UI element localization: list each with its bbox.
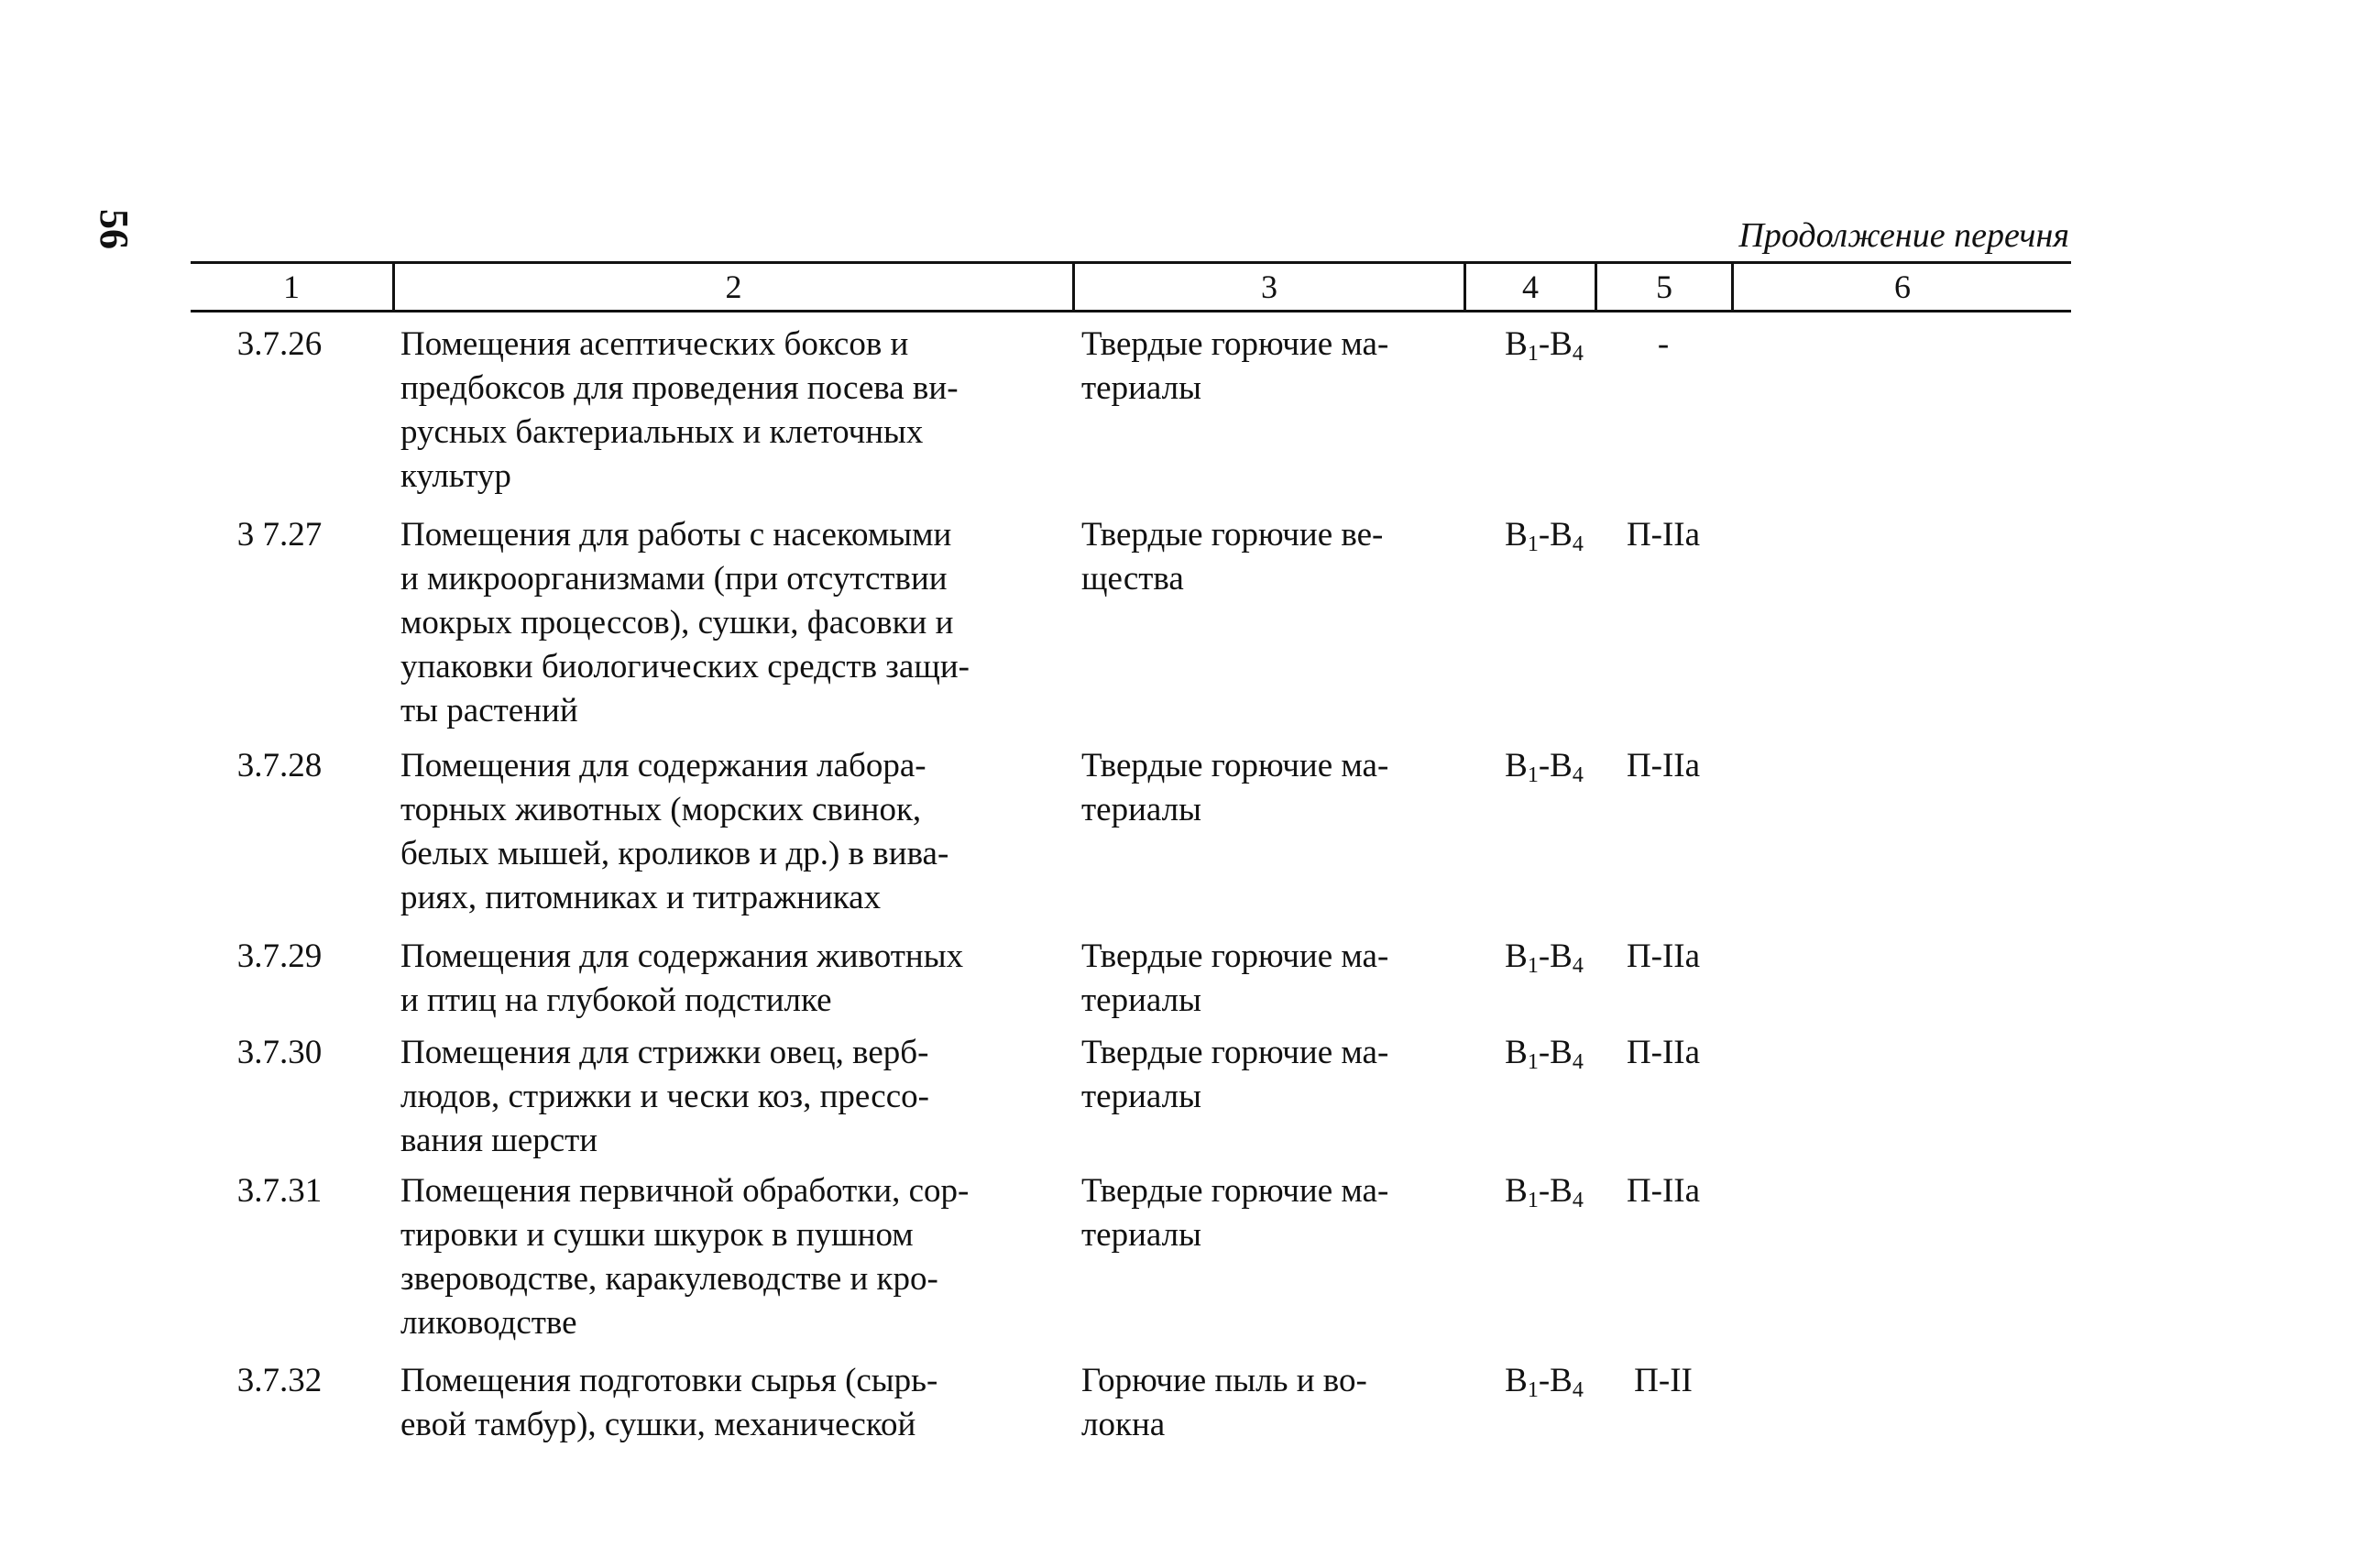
category-letter: В [1505,1362,1528,1399]
material-line: Твердые горючие ма- [1081,747,1389,784]
description-line: евой тамбур), сушки, механической [400,1406,916,1443]
zone-class: П-IIа [1626,938,1701,975]
row-number: 3.7.32 [236,1362,323,1399]
category-letter: В [1505,516,1528,554]
description-line: и микроорганизмами (при отсутствии [400,560,948,598]
header-bottom-rule [191,310,2071,313]
description-line: Помещения для содержания лабора- [400,747,926,784]
column-number-2: 2 [725,269,742,305]
zone-class: - [1657,325,1670,363]
column-number-5: 5 [1656,269,1672,305]
category-subscript: 1 [1527,1378,1539,1402]
row-number: 3.7.28 [236,747,323,784]
description-line: Помещения подготовки сырья (сырь- [400,1362,938,1399]
room-description [400,1359,1065,1447]
zone-class: П-IIа [1626,516,1701,554]
fire-category [1466,744,1622,797]
category-letter: -В [1538,1172,1573,1210]
category-letter: В [1505,747,1528,784]
column-number-6: 6 [1894,269,1911,305]
description-line: Помещения асептических боксов и [400,325,909,363]
category-letter: -В [1538,938,1573,975]
material-description [1081,744,1448,832]
description-line: людов, стрижки и чески коз, прессо- [400,1078,929,1115]
description-line: ты растений [400,692,578,729]
description-line: Помещения для стрижки овец, верб- [400,1034,929,1071]
zone-class: П-IIа [1626,747,1701,784]
description-line: упаковки биологических средств защи- [400,648,970,685]
column-number-3: 3 [1261,269,1277,305]
category-letter: В [1505,1034,1528,1071]
fire-category [1466,935,1622,988]
material-line: териалы [1081,791,1201,828]
material-line: Твердые горючие ма- [1081,938,1389,975]
description-line: русных бактериальных и клеточных [400,413,924,451]
description-line: Помещения для содержания животных [400,938,964,975]
category-subscript: 1 [1527,342,1539,366]
row-number: 3.7.26 [236,325,323,363]
zone-class: П-II [1634,1362,1693,1399]
category-subscript: 4 [1572,342,1584,366]
category-letter: -В [1538,325,1573,363]
category-subscript: 4 [1572,1189,1584,1212]
row-number: 3.7.29 [236,938,323,975]
category-subscript: 1 [1527,1189,1539,1212]
category-letter: -В [1538,516,1573,554]
fire-category [1466,513,1622,566]
category-subscript: 1 [1527,532,1539,556]
description-line: культур [400,457,511,495]
category-subscript: 1 [1527,1050,1539,1074]
room-description [400,1169,1065,1345]
material-description [1081,935,1448,1023]
description-line: лиководстве [400,1304,577,1342]
material-line: Твердые горючие ма- [1081,1172,1389,1210]
category-letter: В [1505,325,1528,363]
category-subscript: 4 [1572,763,1584,787]
description-line: тировки и сушки шкурок в пушном [400,1216,914,1254]
category-subscript: 4 [1572,1378,1584,1402]
description-line: мокрых процессов), сушки, фасовки и [400,604,954,641]
column-number-4: 4 [1522,269,1539,305]
row-number: 3.7.30 [236,1034,323,1071]
description-line: белых мышей, кроликов и др.) в вива- [400,835,949,872]
room-description [400,1031,1065,1163]
fire-category [1466,1031,1622,1084]
row-number: 3 7.27 [236,516,323,554]
fire-category [1466,323,1622,376]
category-subscript: 4 [1572,954,1584,978]
material-line: локна [1081,1406,1166,1443]
material-line: териалы [1081,981,1201,1019]
zone-class: П-IIа [1626,1034,1701,1071]
category-letter: -В [1538,747,1573,784]
material-description [1081,323,1448,411]
material-line: щества [1081,560,1184,598]
description-line: предбоксов для проведения посева ви- [400,369,959,407]
description-line: Помещения для работы с насекомыми [400,516,952,554]
description-line: Помещения первичной обработки, сор- [400,1172,970,1210]
material-line: Твердые горючие ма- [1081,325,1389,363]
fire-category [1466,1169,1622,1223]
fire-category [1466,1359,1622,1412]
material-line: Твердые горючие ве- [1081,516,1384,554]
column-number-1: 1 [283,269,300,305]
room-description [400,513,1065,733]
material-description [1081,1169,1448,1257]
category-subscript: 1 [1527,763,1539,787]
room-description [400,935,1065,1023]
description-line: вания шерсти [400,1122,598,1159]
category-letter: -В [1538,1034,1573,1071]
description-line: звероводстве, каракулеводстве и кро- [400,1260,938,1298]
material-line: териалы [1081,369,1201,407]
material-description [1081,1031,1448,1119]
page-number: 56 [92,209,137,249]
category-letter: В [1505,938,1528,975]
room-description [400,744,1065,920]
category-subscript: 1 [1527,954,1539,978]
material-description [1081,1359,1448,1447]
description-line: риях, питомниках и титражниках [400,879,882,916]
category-subscript: 4 [1572,532,1584,556]
zone-class: П-IIа [1626,1172,1701,1210]
material-line: териалы [1081,1078,1201,1115]
material-line: Горючие пыль и во- [1081,1362,1367,1399]
material-description [1081,513,1448,601]
category-letter: В [1505,1172,1528,1210]
room-description [400,323,1065,499]
description-line: и птиц на глубокой подстилке [400,981,832,1019]
row-number: 3.7.31 [236,1172,323,1210]
material-line: териалы [1081,1216,1201,1254]
category-subscript: 4 [1572,1050,1584,1074]
table-caption: Продолжение перечня [1738,216,2069,255]
category-letter: -В [1538,1362,1573,1399]
description-line: торных животных (морских свинок, [400,791,922,828]
material-line: Твердые горючие ма- [1081,1034,1389,1071]
header-top-rule [191,261,2071,264]
